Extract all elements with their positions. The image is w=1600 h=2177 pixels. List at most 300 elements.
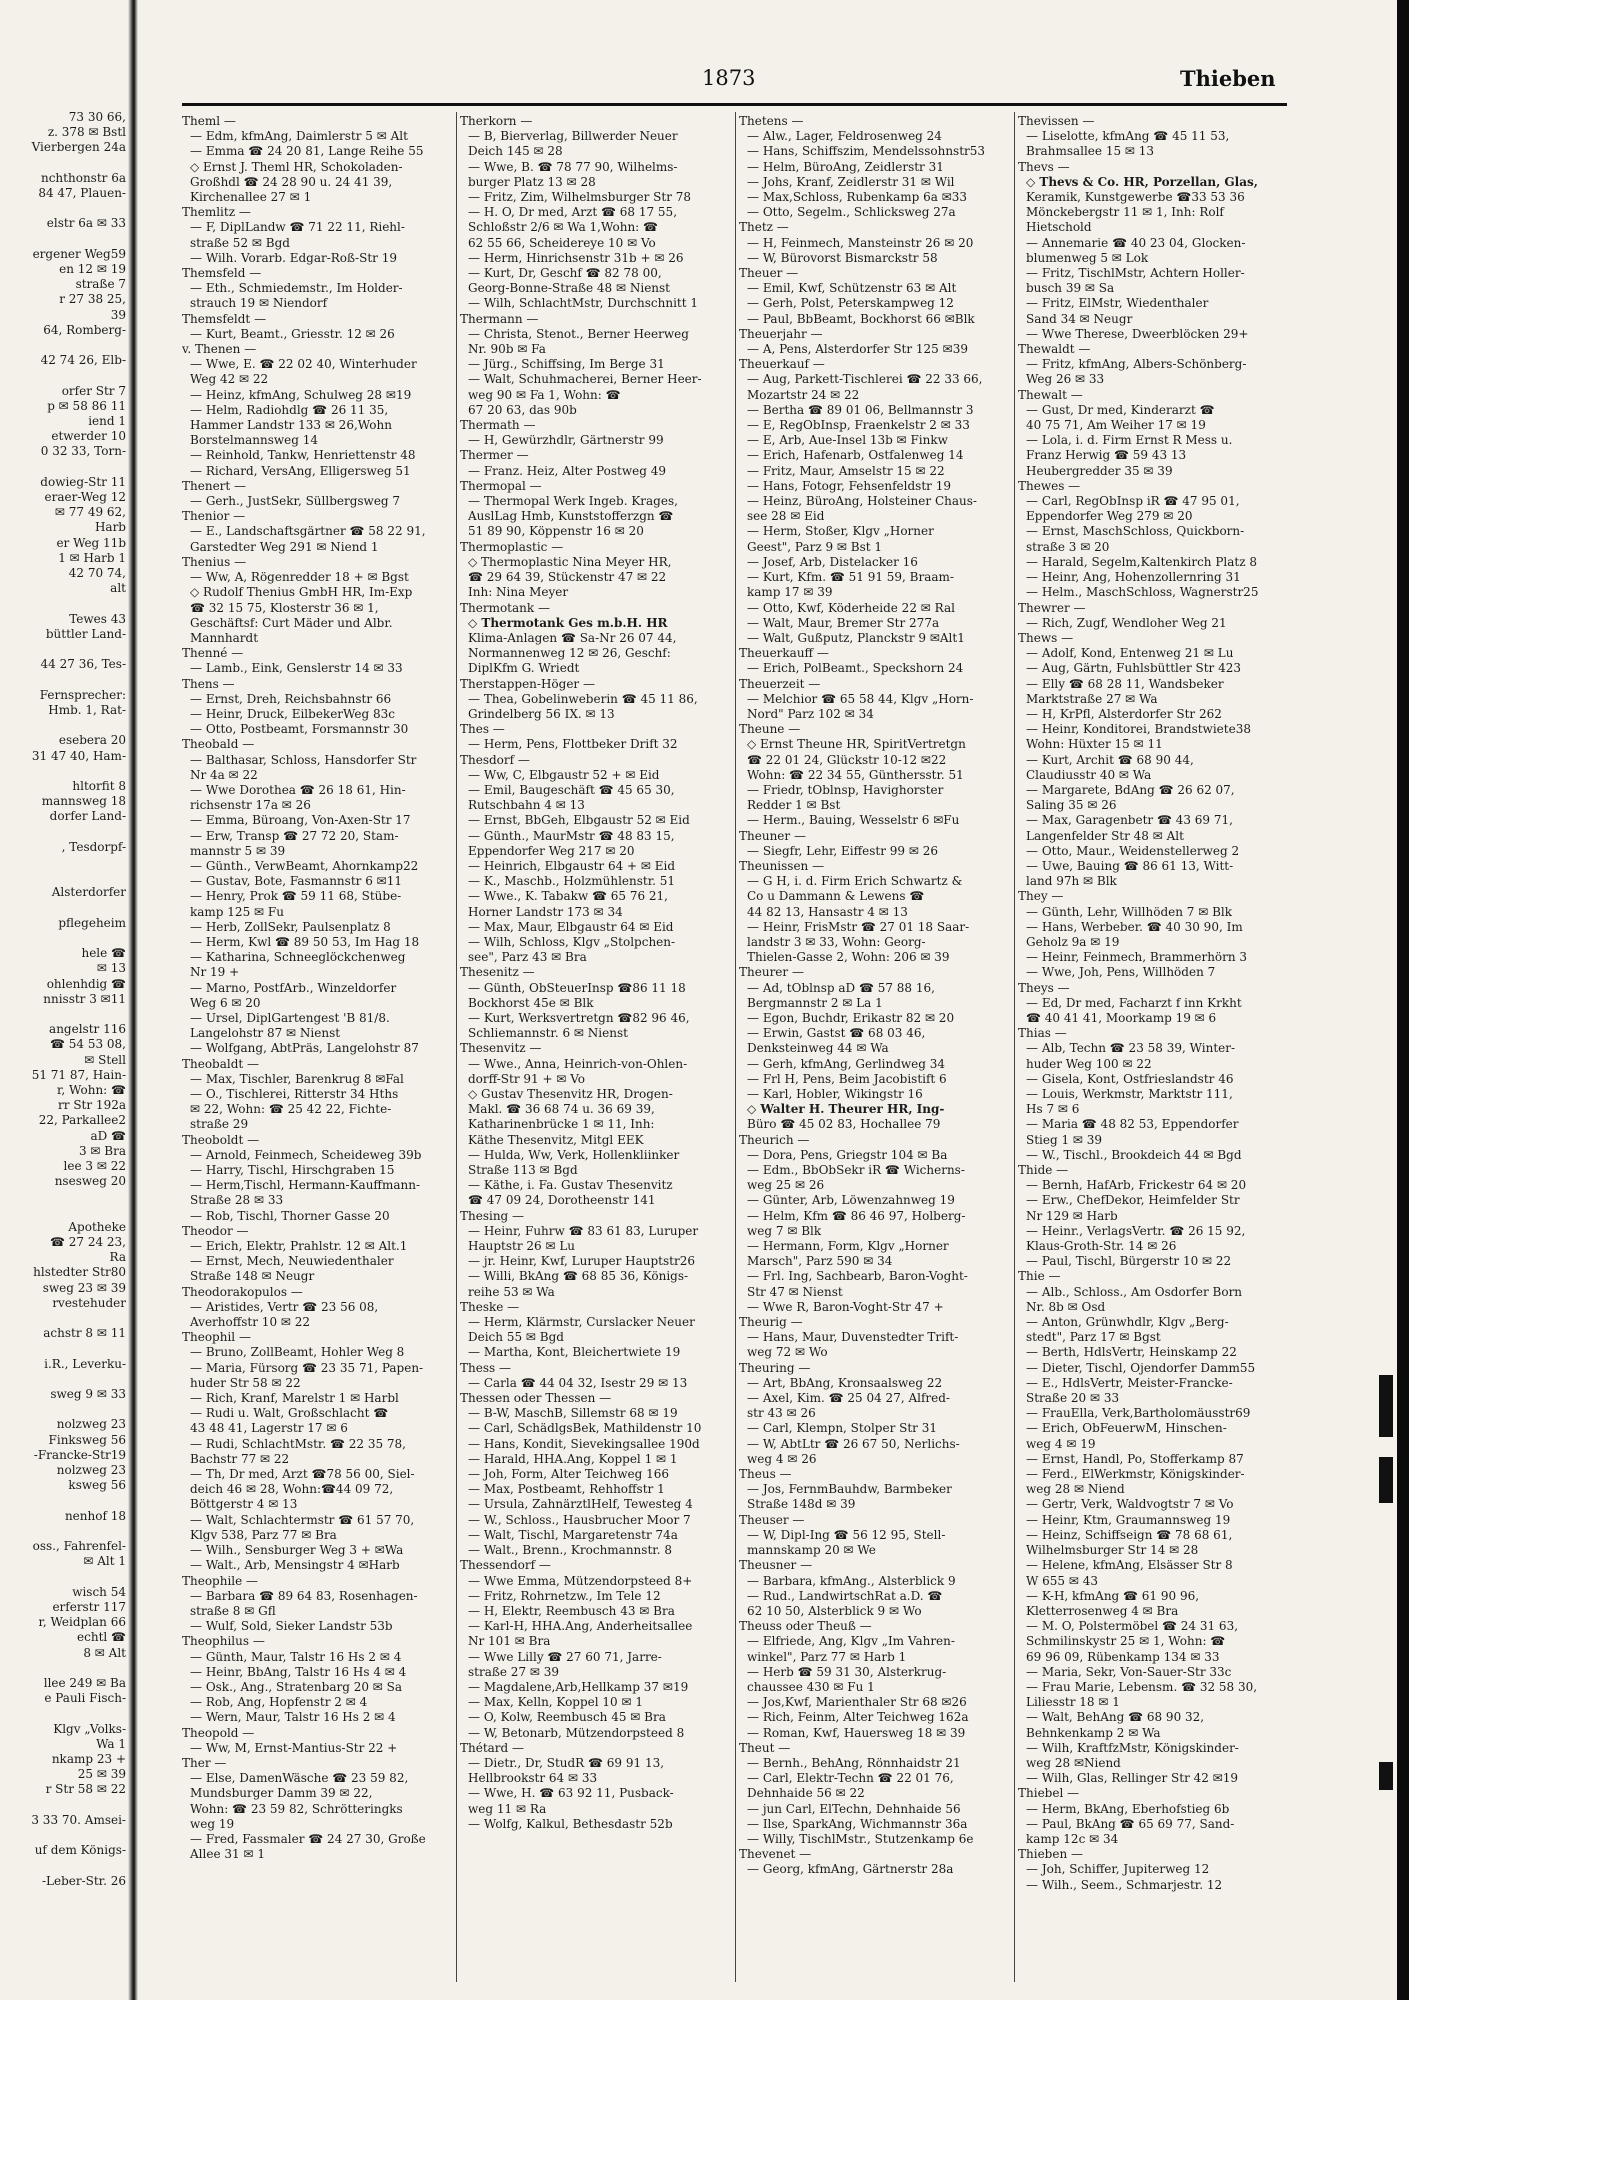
fragment-line: büttler Land- bbox=[45, 626, 126, 641]
directory-entry: — Bertha ☎ 89 01 06, Bellmannstr 3 bbox=[747, 402, 974, 417]
directory-entry: — Margarete, BdAng ☎ 26 62 07, bbox=[1026, 782, 1235, 797]
directory-entry: — K-H, kfmAng ☎ 61 90 96, bbox=[1026, 1588, 1200, 1603]
directory-entry: — M. O, Polstermöbel ☎ 24 31 63, bbox=[1026, 1619, 1239, 1634]
directory-entry: — Gerh, Polst, Peterskampweg 12 bbox=[747, 296, 954, 311]
directory-entry: — Elly ☎ 68 28 11, Wandsbeker bbox=[1026, 676, 1224, 691]
directory-entry: Schloßstr 2/6 ✉ Wa 1,Wohn: ☎ bbox=[468, 220, 658, 235]
directory-entry: Böttgerstr 4 ✉ 13 bbox=[190, 1497, 298, 1512]
directory-entry: — Karl, Hobler, Wikingstr 16 bbox=[747, 1087, 923, 1101]
directory-entry: — Dietr., Dr, StudR ☎ 69 91 13, bbox=[468, 1755, 665, 1770]
directory-entry: — Wwe R, Baron-Voght-Str 47 + bbox=[747, 1299, 944, 1314]
directory-entry: Großhdl ☎ 24 28 90 u. 24 41 39, bbox=[190, 174, 393, 189]
directory-entry: — Egon, Buchdr, Erikastr 82 ✉ 20 bbox=[747, 1010, 955, 1025]
directory-entry: Hammer Landstr 133 ✉ 26,Wohn bbox=[190, 418, 392, 433]
directory-entry: — Günth, ObSteuerInsp ☎86 11 18 bbox=[468, 980, 686, 995]
directory-entry: Nr 101 ✉ Bra bbox=[468, 1634, 551, 1649]
directory-entry: Klaus-Groth-Str. 14 ✉ 26 bbox=[1026, 1239, 1177, 1254]
directory-entry: Nr 129 ✉ Harb bbox=[1026, 1208, 1118, 1223]
directory-entry: — Herm, BkAng, Eberhofstieg 6b bbox=[1026, 1801, 1230, 1816]
fragment-line: 51 71 87, Hain- bbox=[31, 1067, 126, 1082]
directory-entry: Mundsburger Damm 39 ✉ 22, bbox=[190, 1786, 373, 1801]
column-divider bbox=[1014, 112, 1015, 1982]
directory-entry: — Georg, kfmAng, Gärtnerstr 28a bbox=[747, 1862, 954, 1877]
directory-entry: kamp 17 ✉ 39 bbox=[747, 585, 833, 600]
surname-heading: Thieben — bbox=[1018, 1847, 1083, 1862]
fragment-line: ☎ 54 53 08, bbox=[49, 1037, 126, 1052]
directory-entry: ◇ Ernst Theune HR, SpiritVertretgn bbox=[747, 737, 966, 752]
directory-entry: 62 10 50, Alsterblick 9 ✉ Wo bbox=[747, 1603, 922, 1618]
surname-heading: Thewes — bbox=[1018, 478, 1081, 493]
directory-entry: Saling 35 ✉ 26 bbox=[1026, 798, 1117, 813]
directory-entry: — Rich, Zugf, Wendloher Weg 21 bbox=[1026, 615, 1227, 630]
surname-heading: Thesing — bbox=[460, 1208, 525, 1223]
directory-entry: — Th, Dr med, Arzt ☎78 56 00, Siel- bbox=[190, 1467, 415, 1482]
fragment-line: angelstr 116 bbox=[49, 1022, 126, 1037]
directory-entry: 69 96 09, Rübenkamp 134 ✉ 33 bbox=[1026, 1649, 1220, 1664]
directory-entry: — Elfriede, Ang, Klgv „Im Vahren- bbox=[747, 1634, 955, 1649]
directory-entry: — E, RegObInsp, Fraenkelstr 2 ✉ 33 bbox=[747, 418, 970, 433]
directory-entry: — Joh, Form, Alter Teichweg 166 bbox=[468, 1467, 670, 1482]
directory-entry: 44 82 13, Hansastr 4 ✉ 13 bbox=[747, 904, 908, 919]
directory-entry: straße 52 ✉ Bgd bbox=[190, 235, 290, 250]
fragment-line: Tewes 43 bbox=[69, 611, 126, 626]
directory-entry: — H, KrPfl, Alsterdorfer Str 262 bbox=[1026, 706, 1222, 721]
surname-heading: Theuerjahr — bbox=[739, 326, 823, 341]
directory-column-3 bbox=[739, 114, 1009, 1878]
surname-heading: Thewalt — bbox=[1018, 387, 1083, 402]
directory-entry: — Hans, Fotogr, Fehsenfeldstr 19 bbox=[747, 478, 951, 493]
directory-entry: Co u Dammann & Lewens ☎ bbox=[747, 889, 925, 904]
directory-entry: — Wwe Dorothea ☎ 26 18 61, Hin- bbox=[190, 782, 406, 797]
surname-heading: Thermotank — bbox=[460, 600, 550, 615]
directory-entry: weg 19 bbox=[190, 1816, 235, 1831]
book-spine bbox=[128, 0, 138, 2000]
surname-heading: Theuser — bbox=[739, 1512, 805, 1527]
directory-entry: — Otto, Kwf, Köderheide 22 ✉ Ral bbox=[747, 600, 955, 615]
directory-entry: — Heinz, BüroAng, Holsteiner Chaus- bbox=[747, 494, 977, 509]
fragment-line bbox=[0, 825, 126, 840]
fragment-line: iend 1 bbox=[88, 414, 126, 429]
directory-entry: — Annemarie ☎ 40 23 04, Glocken- bbox=[1026, 235, 1246, 250]
fragment-line: sweg 23 ✉ 39 bbox=[42, 1280, 126, 1295]
directory-entry: — Hans, Schiffszim, Mendelssohnstr53 bbox=[747, 144, 986, 159]
fragment-line: Harb bbox=[94, 520, 126, 535]
fragment-line bbox=[0, 1570, 126, 1585]
fragment-line: r Str 58 ✉ 22 bbox=[45, 1782, 126, 1797]
directory-entry: straße 3 ✉ 20 bbox=[1026, 539, 1110, 554]
surname-heading: Theus — bbox=[739, 1467, 792, 1482]
directory-entry: — Richard, VersAng, Elligersweg 51 bbox=[190, 463, 411, 478]
directory-entry: stedt", Parz 17 ✉ Bgst bbox=[1026, 1330, 1161, 1345]
directory-entry: — Friedr, tOblnsp, Havighorster bbox=[747, 782, 944, 797]
directory-entry: — Jos, FernmBauhdw, Barmbeker bbox=[747, 1482, 952, 1497]
directory-entry: — W., Schloss., Hausbrucher Moor 7 bbox=[468, 1512, 691, 1527]
fragment-line: Klgv „Volks- bbox=[53, 1721, 126, 1736]
directory-entry: — Bruno, ZollBeamt, Hohler Weg 8 bbox=[190, 1345, 405, 1360]
directory-entry: — Axel, Kim. ☎ 25 04 27, Alfred- bbox=[747, 1391, 950, 1406]
directory-entry: Geest", Parz 9 ✉ Bst 1 bbox=[747, 539, 883, 554]
fragment-line: wisch 54 bbox=[72, 1584, 126, 1599]
directory-entry: — Hermann, Form, Klgv „Horner bbox=[747, 1239, 949, 1254]
directory-entry: — Harald, Segelm,Kaltenkirch Platz 8 bbox=[1026, 554, 1257, 569]
surname-heading: Theuerkauf — bbox=[739, 357, 825, 372]
fragment-line bbox=[0, 1205, 126, 1220]
fragment-line bbox=[0, 1402, 126, 1417]
directory-entry: Sand 34 ✉ Neugr bbox=[1026, 311, 1133, 326]
directory-entry: — Emil, Baugeschäft ☎ 45 65 30, bbox=[468, 782, 675, 797]
fragment-line: uf dem Königs- bbox=[34, 1843, 126, 1858]
directory-entry: Kletterrosenweg 4 ✉ Bra bbox=[1026, 1603, 1179, 1618]
directory-entry: huder Weg 100 ✉ 22 bbox=[1026, 1056, 1152, 1071]
fragment-line: r 27 38 25, bbox=[59, 292, 126, 307]
directory-entry: — Barbara ☎ 89 64 83, Rosenhagen- bbox=[190, 1588, 418, 1603]
fragment-line: lee 3 ✉ 22 bbox=[63, 1159, 126, 1174]
directory-entry: Bachstr 77 ✉ 22 bbox=[190, 1451, 290, 1466]
directory-entry: — Ed, Dr med, Facharzt f inn Krkht bbox=[1026, 995, 1242, 1010]
directory-entry: — Magdalene,Arb,Hellkamp 37 ✉19 bbox=[468, 1679, 689, 1694]
directory-entry: Straße 148 ✉ Neugr bbox=[190, 1269, 315, 1284]
directory-entry: — Heinr, Ang, Hohenzollernring 31 bbox=[1026, 570, 1241, 585]
directory-entry: — Ernst, MaschSchloss, Quickborn- bbox=[1026, 524, 1245, 539]
directory-entry: — Gust, Dr med, Kinderarzt ☎ bbox=[1026, 402, 1215, 417]
fragment-line: 22, Parkallee2 bbox=[38, 1113, 126, 1128]
directory-entry: — Alb., Schloss., Am Osdorfer Born bbox=[1026, 1284, 1243, 1299]
directory-entry: — Helm, BüroAng, Zeidlerstr 31 bbox=[747, 159, 944, 174]
header-rule bbox=[182, 103, 1287, 106]
directory-entry: — Fred, Fassmaler ☎ 24 27 30, Große bbox=[190, 1831, 426, 1846]
fragment-line: ✉ Alt 1 bbox=[83, 1554, 126, 1569]
fragment-line: erferstr 117 bbox=[52, 1599, 126, 1614]
fragment-line: -Leber-Str. 26 bbox=[41, 1873, 126, 1888]
directory-entry: landstr 3 ✉ 33, Wohn: Georg- bbox=[747, 934, 926, 949]
fragment-line: mannsweg 18 bbox=[41, 794, 126, 809]
directory-entry: — Frl. Ing, Sachbearb, Baron-Voght- bbox=[747, 1269, 968, 1284]
directory-entry: — B, Bierverlag, Billwerder Neuer bbox=[468, 129, 678, 144]
directory-entry: — Max, Postbeamt, Rehhoffstr 1 bbox=[468, 1482, 665, 1497]
directory-entry: — Kurt, Beamt., Griesstr. 12 ✉ 26 bbox=[190, 326, 395, 341]
directory-entry: ☎ 29 64 39, Stückenstr 47 ✉ 22 bbox=[468, 570, 667, 585]
directory-entry: — Günth., VerwBeamt, Ahornkamp22 bbox=[190, 858, 419, 873]
directory-entry: — Herm, Stoßer, Klgv „Horner bbox=[747, 524, 934, 539]
directory-entry: — Fritz, Rohrnetzw., Im Tele 12 bbox=[468, 1588, 661, 1603]
surname-heading: Thevs — bbox=[1018, 159, 1070, 174]
fragment-line: dowieg-Str 11 bbox=[40, 474, 126, 489]
surname-heading: Thews — bbox=[1018, 630, 1074, 645]
directory-entry: — Berth, HdlsVertr, Heinskamp 22 bbox=[1026, 1345, 1237, 1360]
directory-entry: — Bernh., BehAng, Rönnhaidstr 21 bbox=[747, 1755, 961, 1770]
directory-entry: Nord" Parz 102 ✉ 34 bbox=[747, 706, 874, 721]
surname-heading: Ther — bbox=[182, 1755, 227, 1770]
surname-heading: Theuring — bbox=[739, 1360, 811, 1375]
directory-entry: — Gerh, kfmAng, Gerlindweg 34 bbox=[747, 1056, 946, 1071]
directory-entry: — Edm, kfmAng, Daimlerstr 5 ✉ Alt bbox=[190, 129, 408, 144]
directory-entry: Geschäftsf: Curt Mäder und Albr. bbox=[190, 615, 393, 630]
directory-entry: Denksteinweg 44 ✉ Wa bbox=[747, 1041, 889, 1056]
fragment-line bbox=[0, 855, 126, 870]
facing-page-fragment bbox=[0, 110, 126, 1889]
directory-entry: — Günth, Lehr, Willhöden 7 ✉ Blk bbox=[1026, 904, 1233, 919]
directory-entry: — Wwe, B. ☎ 78 77 90, Wilhelms- bbox=[468, 159, 678, 174]
directory-entry: Wohn: ☎ 22 34 55, Günthersstr. 51 bbox=[747, 767, 964, 782]
directory-entry: Geholz 9a ✉ 19 bbox=[1026, 934, 1120, 949]
directory-entry: kamp 125 ✉ Fu bbox=[190, 904, 284, 919]
directory-entry: — W, AbtLtr ☎ 26 67 50, Nerlichs- bbox=[747, 1436, 960, 1451]
directory-entry: Wilhelmsburger Str 14 ✉ 28 bbox=[1026, 1543, 1199, 1558]
directory-entry: — Dieter, Tischl, Ojendorfer Damm55 bbox=[1026, 1360, 1256, 1375]
fragment-line bbox=[0, 901, 126, 916]
surname-heading: Themsfeldt — bbox=[182, 311, 267, 326]
fragment-line: orfer Str 7 bbox=[61, 383, 126, 398]
directory-entry: straße 27 ✉ 39 bbox=[468, 1664, 560, 1679]
fragment-line: 64, Romberg- bbox=[43, 322, 126, 337]
directory-entry: chaussee 430 ✉ Fu 1 bbox=[747, 1679, 875, 1694]
directory-entry: AuslLag Hmb, Kunststofferzgn ☎ bbox=[468, 509, 674, 524]
surname-heading: Theske — bbox=[460, 1299, 520, 1314]
directory-entry: — Maria, Sekr, Von-Sauer-Str 33c bbox=[1026, 1664, 1232, 1679]
surname-heading: Theuerkauff — bbox=[739, 646, 829, 661]
directory-entry: — Otto, Postbeamt, Forsmannstr 30 bbox=[190, 722, 409, 737]
directory-entry: — Walt, Schlachtermstr ☎ 61 57 70, bbox=[190, 1512, 415, 1527]
surname-heading: Thenné — bbox=[182, 646, 244, 661]
directory-entry: — Heinr, Ktm, Graumannsweg 19 bbox=[1026, 1512, 1231, 1527]
directory-entry: — Heinz, kfmAng, Schulweg 28 ✉19 bbox=[190, 387, 412, 402]
directory-entry: — Erich, Elektr, Prahlstr. 12 ✉ Alt.1 bbox=[190, 1239, 408, 1254]
directory-entry: — Max,Schloss, Rubenkamp 6a ✉33 bbox=[747, 190, 968, 205]
directory-entry: — Max, Maur, Elbgaustr 64 ✉ Eid bbox=[468, 919, 674, 934]
directory-entry: — Kurt, Dr, Geschf ☎ 82 78 00, bbox=[468, 266, 662, 281]
fragment-line: 3 33 70. Amsei- bbox=[31, 1812, 126, 1827]
surname-heading: Therstappen-Höger — bbox=[460, 676, 595, 691]
directory-entry: — Willi, BkAng ☎ 68 85 36, Königs- bbox=[468, 1269, 689, 1284]
directory-entry: Behnkenkamp 2 ✉ Wa bbox=[1026, 1725, 1161, 1740]
directory-entry: — Herm., Bauing, Wesselstr 6 ✉Fu bbox=[747, 813, 960, 828]
directory-entry: — Max, Tischler, Barenkrug 8 ✉Fal bbox=[190, 1071, 404, 1086]
directory-entry: — Paul, BkAng ☎ 65 69 77, Sand- bbox=[1026, 1816, 1235, 1831]
page-number: 1873 bbox=[702, 66, 756, 90]
directory-entry: — Alb, Techn ☎ 23 58 39, Winter- bbox=[1026, 1041, 1236, 1056]
directory-entry: — Gerh., JustSekr, Süllbergsweg 7 bbox=[190, 494, 401, 509]
directory-entry: Keramik, Kunstgewerbe ☎33 53 36 bbox=[1026, 190, 1245, 205]
surname-heading: Thessen oder Thessen — bbox=[460, 1391, 612, 1406]
directory-entry: — Fritz, Maur, Amselstr 15 ✉ 22 bbox=[747, 463, 945, 478]
directory-entry: — Heinr., VerlagsVertr. ☎ 26 15 92, bbox=[1026, 1223, 1246, 1238]
directory-entry: — Else, DamenWäsche ☎ 23 59 82, bbox=[190, 1771, 409, 1786]
directory-entry: — Otto, Maur., Weidenstellerweg 2 bbox=[1026, 843, 1240, 858]
directory-entry: — Maria, Fürsorg ☎ 23 35 71, Papen- bbox=[190, 1360, 424, 1375]
directory-entry: Schmilinskystr 25 ✉ 1, Wohn: ☎ bbox=[1026, 1634, 1226, 1649]
directory-entry: weg 4 ✉ 19 bbox=[1026, 1436, 1096, 1451]
directory-entry: Kirchenallee 27 ✉ 1 bbox=[190, 190, 312, 205]
fragment-line: 0 32 33, Torn- bbox=[40, 444, 126, 459]
directory-entry: Liliesstr 18 ✉ 1 bbox=[1026, 1695, 1120, 1710]
directory-entry: — Fritz, Zim, Wilhelmsburger Str 78 bbox=[468, 190, 692, 205]
directory-entry: — Jürg., Schiffsing, Im Berge 31 bbox=[468, 357, 665, 372]
directory-entry: Makl. ☎ 36 68 74 u. 36 69 39, bbox=[468, 1102, 655, 1117]
directory-entry: — Ernst, Mech, Neuwiedenthaler bbox=[190, 1254, 394, 1269]
surname-heading: Thesenvitz — bbox=[460, 1041, 542, 1056]
directory-entry: Thielen-Gasse 2, Wohn: 206 ✉ 39 bbox=[747, 950, 950, 965]
fragment-line: Wa 1 bbox=[96, 1736, 126, 1751]
directory-entry: — Heinz, Schiffseign ☎ 78 68 61, bbox=[1026, 1527, 1233, 1542]
directory-entry: ◇ Thevs & Co. HR, Porzellan, Glas, bbox=[1026, 174, 1258, 189]
surname-heading: Thétard — bbox=[460, 1740, 525, 1755]
directory-entry: — Ursula, ZahnärztlHelf, Tewesteg 4 bbox=[468, 1497, 693, 1512]
directory-entry: — Ferd., ElWerkmstr, Königskinder- bbox=[1026, 1467, 1245, 1482]
directory-entry: — Hulda, Ww, Verk, Hollenkliinker bbox=[468, 1147, 680, 1162]
directory-entry: — Reinhold, Tankw, Henriettenstr 48 bbox=[190, 448, 416, 463]
directory-entry: strauch 19 ✉ Niendorf bbox=[190, 296, 328, 311]
directory-entry: ☎ 32 15 75, Klosterstr 36 ✉ 1, bbox=[190, 600, 379, 615]
fragment-line: nchthonstr 6a bbox=[40, 170, 126, 185]
directory-entry: — Max, Kelln, Koppel 10 ✉ 1 bbox=[468, 1695, 644, 1710]
directory-entry: weg 72 ✉ Wo bbox=[747, 1345, 828, 1360]
directory-entry: — Christa, Stenot., Berner Heerweg bbox=[468, 326, 689, 341]
directory-entry: — Heinr, Feinmech, Brammerhörn 3 bbox=[1026, 950, 1248, 965]
directory-entry: — Erw, Transp ☎ 27 72 20, Stam- bbox=[190, 828, 399, 843]
directory-entry: — Heinrich, Elbgaustr 64 + ✉ Eid bbox=[468, 858, 676, 873]
fragment-line: ✉ Stell bbox=[84, 1052, 126, 1067]
fragment-line: z. 378 ✉ Bstl bbox=[47, 125, 126, 140]
directory-entry: — Thermopal Werk Ingeb. Krages, bbox=[468, 494, 678, 509]
fragment-line: straße 7 bbox=[75, 277, 126, 292]
directory-entry: — Helm, Kfm ☎ 86 46 97, Holberg- bbox=[747, 1208, 966, 1223]
surname-heading: Thenior — bbox=[182, 509, 246, 524]
directory-entry: — Käthe, i. Fa. Gustav Thesenvitz bbox=[468, 1178, 673, 1193]
directory-entry: Mozartstr 24 ✉ 22 bbox=[747, 387, 860, 402]
fragment-line: 39 bbox=[110, 307, 126, 322]
surname-heading: Theml — bbox=[182, 114, 236, 128]
surname-heading: Thermer — bbox=[460, 448, 529, 463]
fragment-line: elstr 6a ✉ 33 bbox=[46, 216, 126, 231]
directory-entry: — Bernh, HafArb, Frickestr 64 ✉ 20 bbox=[1026, 1178, 1247, 1193]
directory-entry: Straße 113 ✉ Bgd bbox=[468, 1163, 578, 1178]
fragment-line: p ✉ 58 86 11 bbox=[47, 398, 126, 413]
fragment-line: dorfer Land- bbox=[49, 809, 126, 824]
directory-entry: — Katharina, Schneeglöckchenweg bbox=[190, 950, 406, 965]
directory-entry: — Günter, Arb, Löwenzahnweg 19 bbox=[747, 1193, 955, 1208]
surname-heading: Theurich — bbox=[739, 1132, 810, 1147]
directory-entry: Käthe Thesenvitz, Mitgl EEK bbox=[468, 1132, 644, 1147]
directory-entry: — K., Maschb., Holzmühlenstr. 51 bbox=[468, 874, 676, 889]
directory-entry: — G H, i. d. Firm Erich Schwartz & bbox=[747, 874, 963, 889]
directory-entry: — Wwe Lilly ☎ 27 60 71, Jarre- bbox=[468, 1649, 662, 1664]
directory-entry: Mannhardt bbox=[190, 630, 259, 645]
directory-entry: ☎ 40 41 41, Moorkamp 19 ✉ 6 bbox=[1026, 1010, 1217, 1025]
directory-entry: deich 46 ✉ 28, Wohn:☎44 09 72, bbox=[190, 1482, 394, 1497]
surname-heading: Themsfeld — bbox=[182, 266, 262, 281]
directory-entry: — FrauElla, Verk,Bartholomäusstr69 bbox=[1026, 1406, 1251, 1421]
directory-entry: — Art, BbAng, Kronsaalsweg 22 bbox=[747, 1375, 943, 1390]
directory-entry: — Rich, Feinm, Alter Teichweg 162a bbox=[747, 1710, 969, 1725]
fragment-line bbox=[0, 460, 126, 475]
directory-entry: — Martha, Kont, Bleichertwiete 19 bbox=[468, 1345, 681, 1360]
directory-entry: — Melchior ☎ 65 58 44, Klgv „Horn- bbox=[747, 691, 974, 706]
directory-entry: — Carl, SchädlgsBek, Mathildenstr 10 bbox=[468, 1421, 702, 1436]
directory-entry: ☎ 22 01 24, Glückstr 10-12 ✉22 bbox=[747, 752, 947, 767]
directory-entry: Bockhorst 45e ✉ Blk bbox=[468, 995, 594, 1010]
fragment-line bbox=[0, 1311, 126, 1326]
directory-entry: — Wolfg, Kalkul, Bethesdastr 52b bbox=[468, 1816, 673, 1831]
fragment-line: ergener Weg59 bbox=[32, 246, 126, 261]
surname-heading: Theodorakopulos — bbox=[182, 1284, 303, 1299]
fragment-line: r, Weidplan 66 bbox=[38, 1615, 126, 1630]
fragment-line bbox=[0, 368, 126, 383]
surname-heading: Thenert — bbox=[182, 478, 247, 493]
fragment-line: llee 249 ✉ Ba bbox=[43, 1675, 126, 1690]
fragment-line: i.R., Leverku- bbox=[44, 1356, 126, 1371]
directory-entry: — Maria ☎ 48 82 53, Eppendorfer bbox=[1026, 1117, 1239, 1132]
directory-entry: — Fritz, ElMstr, Wiedenthaler bbox=[1026, 296, 1209, 311]
directory-entry: — Wwe Therese, Dweerblöcken 29+ bbox=[1026, 326, 1249, 341]
directory-entry: mannskamp 20 ✉ We bbox=[747, 1543, 876, 1558]
directory-entry: — Liselotte, kfmAng ☎ 45 11 53, bbox=[1026, 129, 1230, 144]
directory-entry: Marsch", Parz 590 ✉ 34 bbox=[747, 1254, 893, 1269]
directory-entry: Hietschold bbox=[1026, 220, 1092, 235]
fragment-line bbox=[0, 597, 126, 612]
directory-entry: — Herm, Klärmstr, Curslacker Neuer bbox=[468, 1315, 695, 1330]
directory-entry: Hauptstr 26 ✉ Lu bbox=[468, 1239, 576, 1254]
directory-entry: see", Parz 43 ✉ Bra bbox=[468, 950, 587, 965]
directory-entry: Str 47 ✉ Nienst bbox=[747, 1284, 843, 1299]
surname-heading: Thewaldt — bbox=[1018, 342, 1091, 357]
directory-entry: — Josef, Arb, Distelacker 16 bbox=[747, 554, 918, 569]
surname-heading: Theut — bbox=[739, 1740, 791, 1755]
surname-heading: Theodor — bbox=[182, 1223, 249, 1238]
directory-entry: blumenweg 5 ✉ Lok bbox=[1026, 250, 1149, 265]
directory-entry: — Barbara, kfmAng., Alsterblick 9 bbox=[747, 1573, 956, 1588]
directory-entry: — Wwe, E. ☎ 22 02 40, Winterhuder bbox=[190, 357, 417, 372]
directory-entry: ◇ Walter H. Theurer HR, Ing- bbox=[747, 1102, 945, 1117]
fragment-line bbox=[0, 673, 126, 688]
fragment-line: e Pauli Fisch- bbox=[44, 1691, 126, 1706]
directory-column-1 bbox=[182, 114, 452, 1862]
directory-entry: Garstedter Weg 291 ✉ Niend 1 bbox=[190, 539, 379, 554]
directory-entry: — H, Gewürzhdlr, Gärtnerstr 99 bbox=[468, 433, 664, 448]
surname-heading: Theys — bbox=[1018, 980, 1070, 995]
directory-entry: Klima-Anlagen ☎ Sa-Nr 26 07 44, bbox=[468, 630, 677, 645]
directory-entry: weg 90 ✉ Fa 1, Wohn: ☎ bbox=[468, 387, 621, 402]
directory-entry: — Carl, RegObInsp iR ☎ 47 95 01, bbox=[1026, 494, 1240, 509]
directory-entry: Nr. 90b ✉ Fa bbox=[468, 342, 546, 357]
directory-entry: — Herm,Tischl, Hermann-Kauffmann- bbox=[190, 1178, 420, 1193]
directory-entry: — Siegfr, Lehr, Eiffestr 99 ✉ 26 bbox=[747, 843, 938, 858]
directory-entry: Claudiusstr 40 ✉ Wa bbox=[1026, 767, 1152, 782]
surname-heading: Thesenitz — bbox=[460, 965, 535, 980]
surname-heading: Theobald — bbox=[182, 737, 255, 752]
directory-entry: Georg-Bonne-Straße 48 ✉ Nienst bbox=[468, 281, 671, 296]
directory-entry: — Wilh, Glas, Rellinger Str 42 ✉19 bbox=[1026, 1771, 1239, 1786]
directory-entry: Grindelberg 56 IX. ✉ 13 bbox=[468, 706, 615, 721]
fragment-line: echtl ☎ bbox=[77, 1630, 126, 1645]
directory-entry: Weg 6 ✉ 20 bbox=[190, 995, 261, 1010]
directory-entry: Mönckebergstr 11 ✉ 1, Inh: Rolf bbox=[1026, 205, 1224, 220]
fragment-line bbox=[0, 232, 126, 247]
directory-entry: Weg 42 ✉ 22 bbox=[190, 372, 269, 387]
directory-entry: — Frl H, Pens, Beim Jacobistift 6 bbox=[747, 1071, 947, 1086]
directory-entry: — Wwe, H. ☎ 63 92 11, Pusback- bbox=[468, 1786, 674, 1801]
surname-heading: Theobaldt — bbox=[182, 1056, 260, 1071]
fragment-line: ✉ 13 bbox=[96, 961, 126, 976]
directory-entry: — Carla ☎ 44 04 32, Isestr 29 ✉ 13 bbox=[468, 1375, 688, 1390]
fragment-line: ksweg 56 bbox=[68, 1478, 126, 1493]
surname-heading: Therkorn — bbox=[460, 114, 533, 128]
directory-entry: — Louis, Werkmstr, Marktstr 111, bbox=[1026, 1087, 1233, 1101]
directory-entry: — Uwe, Bauing ☎ 86 61 13, Witt- bbox=[1026, 858, 1234, 873]
directory-entry: Dehnhaide 56 ✉ 22 bbox=[747, 1786, 865, 1801]
directory-entry: — Carl, Klempn, Stolper Str 31 bbox=[747, 1421, 937, 1436]
directory-entry: — Osk., Ang., Stratenbarg 20 ✉ Sa bbox=[190, 1679, 403, 1694]
fragment-line: 25 ✉ 39 bbox=[77, 1767, 126, 1782]
